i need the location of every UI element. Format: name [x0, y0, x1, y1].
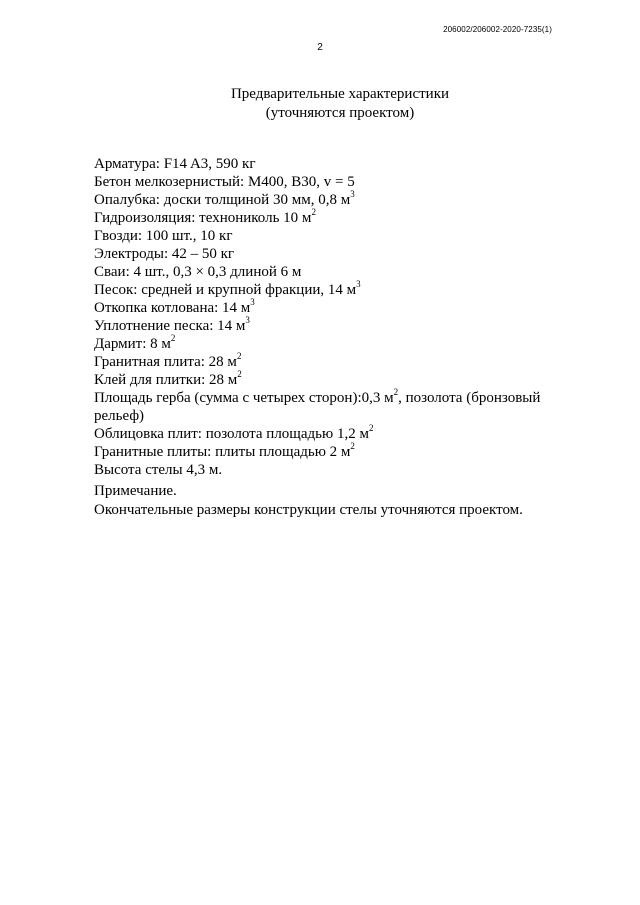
list-item: Электроды: 42 – 50 кг: [94, 246, 235, 262]
unit-exponent: 2: [170, 333, 176, 343]
page-title: Предварительные характеристики: [230, 86, 450, 102]
list-item: Уплотнение песка: 14 $м^3$: [94, 315, 250, 334]
list-item: Гидроизоляция: технониколь 10 $м^2$: [94, 207, 316, 226]
note-heading: Примечание.: [94, 483, 177, 499]
list-item: Арматура: F14 A3, 590 кг: [94, 156, 256, 172]
unit-exponent: 2: [311, 207, 316, 217]
list-item: Гвозди: 100 шт., 10 кг: [94, 228, 233, 244]
unit-exponent: 2: [237, 369, 242, 379]
note-section: [94, 482, 574, 520]
page-subtitle: (уточняются проектом): [265, 105, 415, 121]
unit-exponent: 2: [350, 441, 355, 451]
list-item: Облицовка плит: позолота площадью 1,2 $м^2$: [94, 423, 374, 442]
unit-exponent: 3: [250, 297, 255, 307]
unit-exponent: 2: [236, 351, 242, 361]
list-item: Откопка котлована: 14 $м^3$: [94, 297, 255, 316]
list-item: Сваи: 4 шт., 0,3 × 0,3 длиной 6 м: [94, 264, 302, 280]
list-item: Опалубка: доски толщиной 30 мм, 0,8 $м^3$: [94, 189, 355, 208]
unit-exponent: 2: [368, 423, 374, 433]
page-number: 2: [317, 42, 323, 53]
unit-exponent: 3: [350, 189, 355, 199]
list-item: Клей для плитки: 28 $м^2$: [94, 369, 242, 388]
title-block: [80, 85, 600, 123]
note-text: Окончательные размеры конструкции стелы уточняются проектом.: [94, 502, 523, 518]
list-item: Дармит: 8 $м^2$: [94, 333, 176, 352]
list-item: Высота стелы 4,3 м.: [94, 462, 223, 478]
unit-exponent: 2: [393, 387, 399, 397]
list-item: Бетон мелкозернистый: М400, В30, v = 5: [94, 174, 355, 190]
list-item: Песок: средней и крупной фракции, 14 $м^3$: [94, 279, 361, 298]
characteristics-list: [94, 155, 564, 479]
unit-exponent: 3: [356, 279, 361, 289]
unit-exponent: 3: [245, 315, 250, 325]
list-item: Гранитная плита: 28 $м^2$: [94, 351, 242, 370]
list-item: Площадь герба (сумма с четырех сторон):0,3 $м^2$, позолота (бронзовый рельеф): [94, 387, 541, 424]
document-id: 206002/206002-2020-7235(1): [443, 25, 552, 34]
list-item: Гранитные плиты: плиты площадью 2 $м^2$: [94, 441, 355, 460]
